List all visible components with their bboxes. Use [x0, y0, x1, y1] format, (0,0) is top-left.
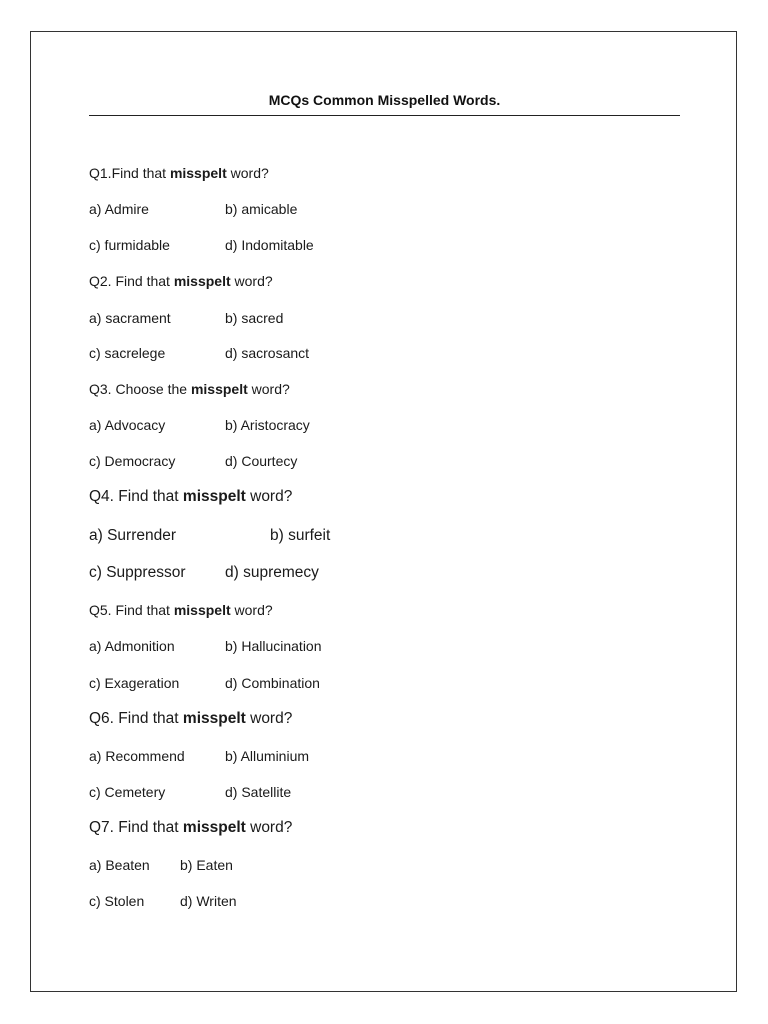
question-keyword: misspelt: [173, 273, 231, 289]
question-keyword: misspelt: [173, 602, 231, 618]
question-6: [89, 710, 292, 728]
option-d: d) Indomitable: [225, 237, 314, 253]
option-d: d) Writen: [180, 893, 237, 909]
option-a: a) Surrender: [89, 527, 177, 544]
question-1: [89, 165, 269, 181]
question-prefix: Q1.Find that: [89, 165, 170, 181]
question-prefix: Q2. Find that: [89, 273, 174, 289]
option-a: a) Beaten: [89, 857, 150, 873]
question-prefix: Q5. Find that: [89, 602, 174, 618]
option-a: a) Admire: [89, 201, 149, 217]
option-d: d) Courtecy: [225, 453, 298, 469]
question-suffix: word?: [230, 273, 273, 289]
question-keyword: misspelt: [169, 165, 227, 181]
question-keyword: misspelt: [182, 488, 246, 505]
question-keyword: misspelt: [190, 381, 248, 397]
option-c: c) Stolen: [89, 893, 145, 909]
option-b: b) Eaten: [180, 857, 233, 873]
question-prefix: Q7. Find that: [89, 819, 183, 836]
option-c: c) Suppressor: [89, 564, 186, 581]
option-b: b) amicable: [225, 201, 298, 217]
option-c: c) Democracy: [89, 453, 176, 469]
title-underline: [89, 115, 680, 116]
question-suffix: word?: [247, 381, 290, 397]
option-d: d) sacrosanct: [225, 345, 310, 361]
question-prefix: Q6. Find that: [89, 710, 183, 727]
question-prefix: Q3. Choose the: [89, 381, 191, 397]
option-b: b) Hallucination: [225, 638, 322, 654]
option-a: a) Recommend: [89, 748, 185, 764]
question-5: [89, 602, 273, 618]
option-a: a) sacrament: [89, 310, 171, 326]
question-prefix: Q4. Find that: [89, 488, 183, 505]
question-4: [89, 488, 292, 506]
option-d: d) supremecy: [225, 564, 319, 581]
option-a: a) Admonition: [89, 638, 175, 654]
option-c: c) furmidable: [89, 237, 170, 253]
question-keyword: misspelt: [182, 710, 246, 727]
option-c: c) Cemetery: [89, 784, 166, 800]
option-b: b) Alluminium: [225, 748, 310, 764]
question-suffix: word?: [245, 819, 293, 836]
option-a: a) Advocacy: [89, 417, 166, 433]
question-3: [89, 381, 290, 397]
option-c: c) Exageration: [89, 675, 180, 691]
question-suffix: word?: [230, 602, 273, 618]
option-b: b) Aristocracy: [225, 417, 310, 433]
document-title: MCQs Common Misspelled Words.: [268, 92, 501, 108]
option-b: b) surfeit: [270, 527, 331, 544]
question-suffix: word?: [245, 710, 293, 727]
option-c: c) sacrelege: [89, 345, 166, 361]
question-suffix: word?: [226, 165, 269, 181]
option-b: b) sacred: [225, 310, 284, 326]
option-d: d) Satellite: [225, 784, 292, 800]
option-d: d) Combination: [225, 675, 320, 691]
question-2: [89, 273, 273, 289]
question-keyword: misspelt: [182, 819, 246, 836]
question-7: [89, 819, 292, 837]
question-suffix: word?: [245, 488, 293, 505]
